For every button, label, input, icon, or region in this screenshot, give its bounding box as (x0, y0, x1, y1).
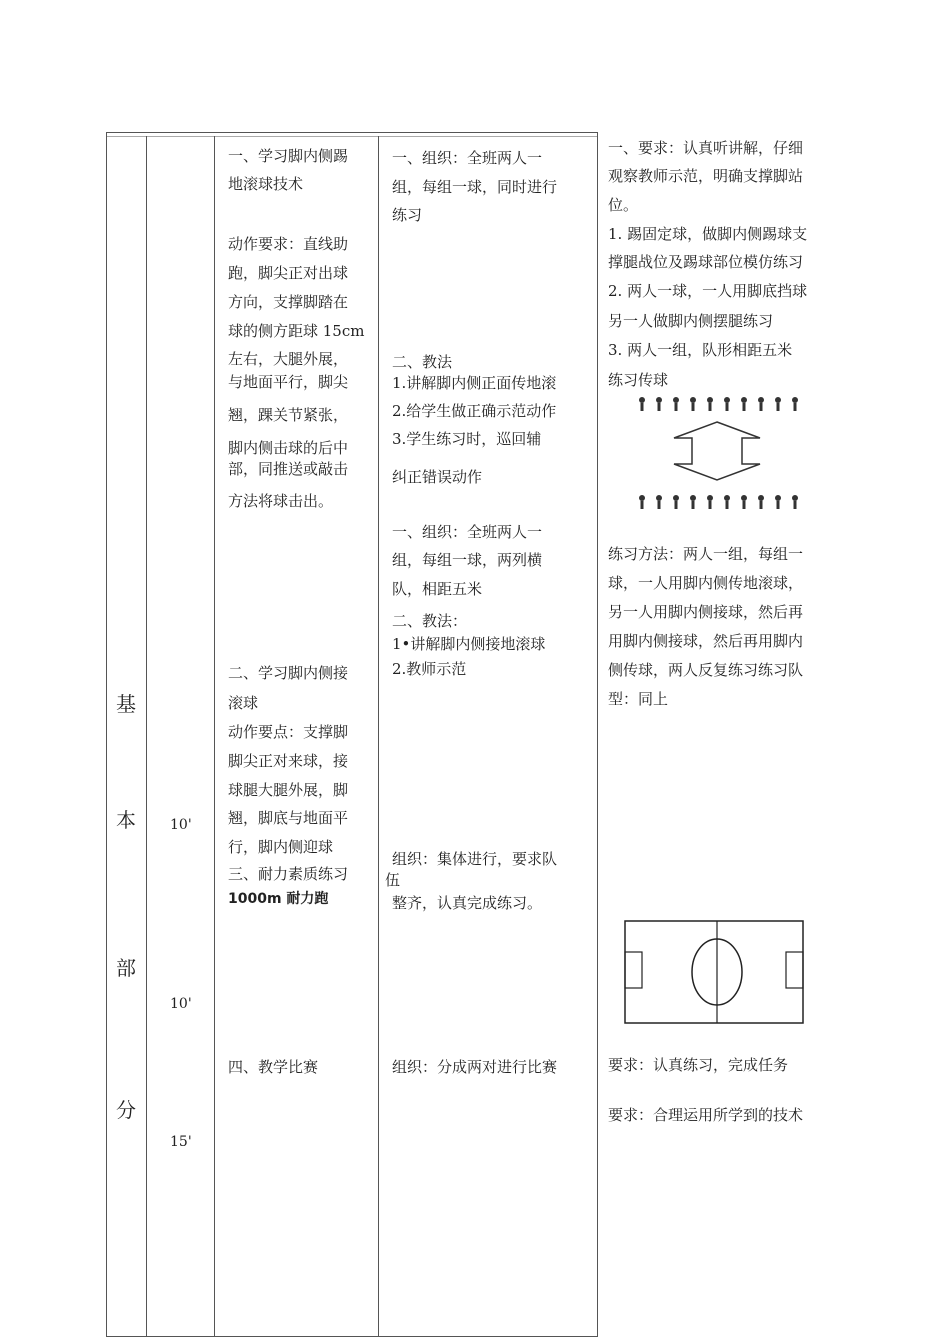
section-char: 本 (116, 808, 136, 832)
player-icon (741, 397, 747, 411)
player-icon (775, 495, 781, 509)
org-line: 1.讲解脚内侧正面传地滚 (392, 374, 557, 392)
org-line: 组，每组一球，两列横 (392, 551, 543, 569)
player-icon (724, 495, 730, 509)
col-line-3 (214, 136, 215, 1336)
org-line: 整齐，认真完成练习。 (392, 894, 543, 912)
content-line: 翘，脚底与地面平 (228, 809, 349, 827)
player-icon (673, 397, 679, 411)
col-line-4 (378, 136, 379, 1336)
org-line: 纠正错误动作 (392, 468, 483, 486)
content-line: 1000m 耐力跑 (228, 891, 329, 907)
soccer-field-diagram (624, 920, 806, 1026)
req-line: 2. 两人一球，一人用脚底挡球 (608, 282, 808, 300)
player-icon (741, 495, 747, 509)
content-line: 左右，大腿外展， (228, 350, 349, 368)
formation-diagram (630, 394, 805, 514)
content-line: 一、学习脚内侧踢 (228, 147, 349, 165)
left-penalty-box (625, 952, 642, 988)
req-line: 一、要求：认真听讲解，仔细 (608, 139, 804, 157)
req-line: 另一人做脚内侧摆腿练习 (608, 312, 774, 330)
req-line: 1. 踢固定球，做脚内侧踢球支 (608, 225, 808, 243)
content-line: 方向，支撑脚踏在 (228, 293, 349, 311)
content-line: 滚球 (228, 694, 259, 712)
org-line: 3.学生练习时，巡回辅 (392, 430, 542, 448)
org-line: 二、教法 (392, 353, 453, 371)
player-icon (639, 495, 645, 509)
content-line: 与地面平行，脚尖 (228, 373, 349, 391)
double-arrow-icon (674, 422, 760, 480)
req-line: 要求：认真练习，完成任务 (608, 1056, 789, 1074)
req-line: 位。 (608, 196, 639, 214)
req-line: 练习传球 (608, 371, 669, 389)
req-line: 另一人用脚内侧接球，然后再 (608, 603, 804, 621)
req-line: 练习方法：两人一组，每组一 (608, 545, 804, 563)
org-line: 二、教法： (392, 612, 468, 630)
org-line: 2.教师示范 (392, 660, 467, 678)
player-icon (758, 495, 764, 509)
time-value: 15' (170, 1134, 192, 1150)
org-line: 组织：集体进行，要求队 (392, 850, 558, 868)
content-line: 地滚球技术 (228, 175, 304, 193)
player-icon (724, 397, 730, 411)
req-line: 3. 两人一组，队形相距五米 (608, 341, 793, 359)
req-line: 撑腿战位及踢球部位模仿练习 (608, 253, 804, 271)
org-line: 伍 (385, 871, 401, 889)
req-line: 要求：合理运用所学到的技术 (608, 1106, 804, 1124)
content-line: 四、教学比赛 (228, 1058, 319, 1076)
player-icon (690, 397, 696, 411)
player-icon (707, 495, 713, 509)
col-line-5 (597, 132, 598, 1337)
content-line: 脚尖正对来球，接 (228, 752, 349, 770)
content-line: 球腿大腿外展，脚 (228, 781, 349, 799)
player-icon (673, 495, 679, 509)
player-icon (690, 495, 696, 509)
field-boundary (625, 921, 803, 1023)
org-line: 2.给学生做正确示范动作 (392, 402, 557, 420)
content-line: 跑，脚尖正对出球 (228, 264, 349, 282)
table-top-border (106, 132, 598, 133)
req-line: 球，一人用脚内侧传地滚球， (608, 574, 804, 592)
time-value: 10' (170, 817, 192, 833)
right-penalty-box (786, 952, 803, 988)
content-line: 二、学习脚内侧接 (228, 664, 349, 682)
req-line: 用脚内侧接球，然后再用脚内 (608, 632, 804, 650)
org-line: 组，每组一球，同时进行 (392, 178, 558, 196)
player-icon (656, 495, 662, 509)
time-value: 10' (170, 996, 192, 1012)
player-icon (792, 495, 798, 509)
player-icon (656, 397, 662, 411)
org-line: 组织：分成两对进行比赛 (392, 1058, 558, 1076)
section-char: 基 (116, 692, 136, 716)
section-char: 部 (116, 956, 136, 980)
content-line: 三、耐力素质练习 (228, 865, 349, 883)
req-line: 型：同上 (608, 690, 669, 708)
table-bottom-border (106, 1336, 598, 1337)
content-line: 行，脚内侧迎球 (228, 838, 334, 856)
player-icon (775, 397, 781, 411)
content-line: 动作要点：支撑脚 (228, 723, 349, 741)
content-line: 部，同推送或敲击 (228, 460, 349, 478)
content-line: 翘，踝关节紧张， (228, 406, 349, 424)
content-line: 方法将球击出。 (228, 492, 334, 510)
org-line: 练习 (392, 206, 423, 224)
org-line: 一、组织：全班两人一 (392, 149, 543, 167)
req-line: 侧传球，两人反复练习练习队 (608, 661, 804, 679)
org-line: 1•讲解脚内侧接地滚球 (392, 635, 546, 653)
player-icon (639, 397, 645, 411)
content-line: 动作要求：直线助 (228, 235, 349, 253)
org-line: 一、组织：全班两人一 (392, 523, 543, 541)
content-line: 球的侧方距球 15cm (228, 322, 365, 340)
player-icon (707, 397, 713, 411)
req-line: 观察教师示范，明确支撑脚站 (608, 167, 804, 185)
player-icon (792, 397, 798, 411)
col-line-2 (146, 136, 147, 1336)
col-line-1 (106, 132, 107, 1337)
content-line: 脚内侧击球的后中 (228, 439, 349, 457)
player-icon (758, 397, 764, 411)
org-line: 队，相距五米 (392, 580, 483, 598)
table-top-border-inner (106, 136, 598, 137)
section-char: 分 (116, 1098, 136, 1122)
